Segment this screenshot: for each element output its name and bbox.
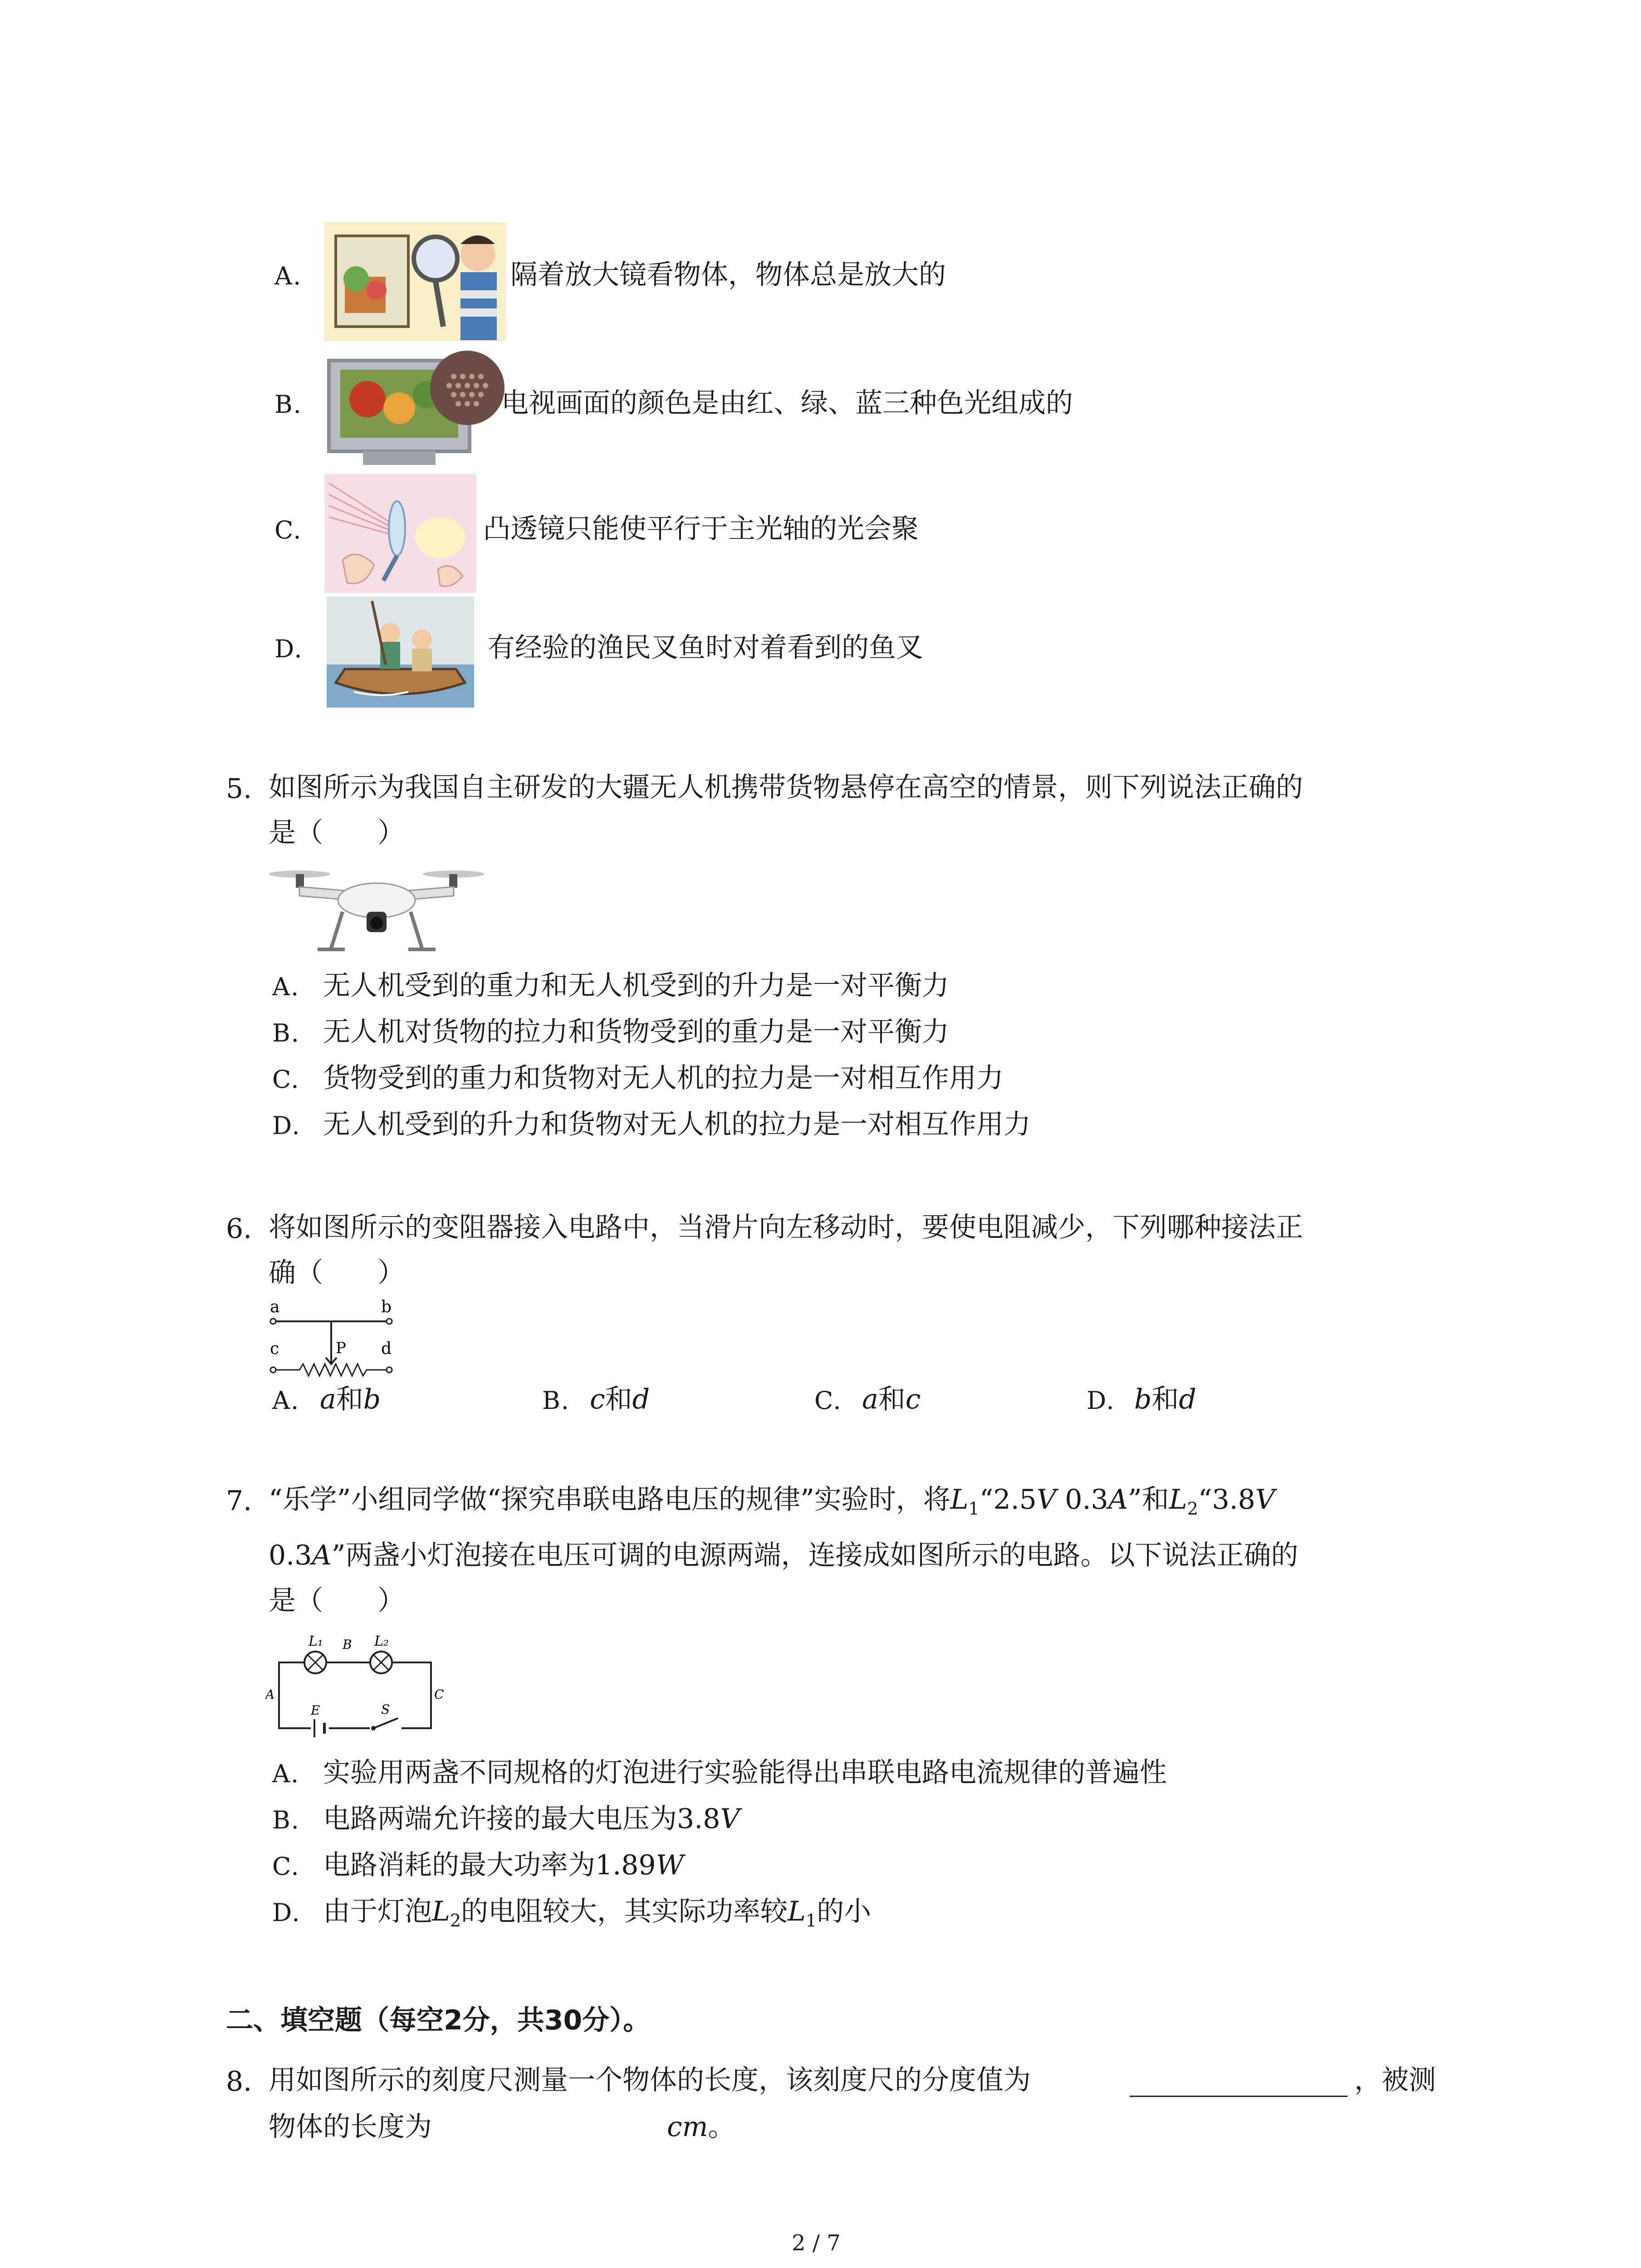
option-var: c: [590, 1383, 605, 1415]
slider-label-p: P: [336, 1339, 346, 1357]
drone-picture: [268, 864, 485, 959]
option-label: D.: [272, 1111, 301, 1140]
page-number: 2 / 7: [792, 2230, 841, 2256]
question-number: 7.: [226, 1485, 252, 1517]
option-and: 和: [878, 1383, 906, 1415]
question-stem-line2: 0.3A”两盏小灯泡接在电压可调的电源两端，连接成如图所示的电路。以下说法正确的: [269, 1540, 1298, 1571]
section-heading: 二、填空题（每空2分，共30分）。: [226, 2004, 651, 2036]
option-and: 和: [1151, 1383, 1179, 1415]
option-text: 无人机受到的重力和无人机受到的升力是一对平衡力: [323, 970, 949, 1002]
circuit-label-b: B: [343, 1637, 352, 1652]
option-label: C.: [272, 1852, 300, 1881]
terminal-label-c: c: [270, 1339, 279, 1358]
option-text: 实验用两盏不同规格的灯泡进行实验能得出串联电路电流规律的普遍性: [323, 1757, 1167, 1789]
answer-blank-length[interactable]: [454, 2114, 658, 2146]
option-label: B.: [272, 1019, 300, 1047]
question-number: 8.: [226, 2066, 252, 2097]
question-stem: 将如图所示的变阻器接入电路中，当滑片向左移动时，要使电阻减少，下列哪种接法正: [269, 1212, 1303, 1243]
option-label: A.: [272, 1386, 300, 1415]
option-label: A.: [272, 973, 300, 1001]
option-text: 货物受到的重力和货物对无人机的拉力是一对相互作用力: [323, 1062, 1004, 1094]
terminal-label-a: a: [270, 1298, 280, 1316]
option-var: d: [632, 1383, 650, 1415]
magnifier-picture: [324, 222, 506, 341]
option-label: C.: [272, 1065, 300, 1094]
option-label: D.: [272, 1898, 301, 1927]
answer-blank-division[interactable]: [1130, 2096, 1347, 2097]
lens-picture: [324, 474, 476, 593]
fishing-picture: [327, 596, 474, 708]
option-text: 隔着放大镜看物体，物体总是放大的: [510, 259, 946, 291]
question-stem-end: 是（ ）: [269, 1585, 405, 1617]
option-text: 由于灯泡$L_2$的电阻较大，其实际功率较$L_1$的小: [323, 1896, 872, 1931]
circuit-label-s: S: [381, 1702, 390, 1717]
option-text: 凸透镜只能使平行于主光轴的光会聚: [483, 513, 919, 545]
option-label: A.: [274, 262, 302, 290]
series-circuit-diagram: [265, 1628, 445, 1744]
option-text: 电视画面的颜色是由红、绿、蓝三种色光组成的: [501, 387, 1073, 419]
option-label: D.: [274, 635, 303, 663]
circuit-label-a: A: [265, 1687, 275, 1702]
option-label: D.: [1087, 1386, 1115, 1415]
option-text: 电路两端允许接的最大电压为3.8V: [323, 1803, 740, 1835]
circuit-label-l2: L₂: [374, 1633, 389, 1649]
option-and: 和: [336, 1383, 363, 1415]
circuit-label-l1: L₁: [309, 1633, 323, 1649]
question-stem-end: 是（ ）: [269, 817, 405, 849]
terminal-label-d: d: [381, 1339, 392, 1358]
option-text: 有经验的渔民叉鱼时对着看到的鱼叉: [488, 632, 923, 664]
question-stem-end: 确（ ）: [269, 1257, 405, 1289]
question-stem-cont: ，被测: [1354, 2064, 1436, 2096]
option-var: a: [320, 1383, 336, 1415]
question-stem-line1: “乐学”小组同学做“探究串联电路电压的规律”实验时，将$L_1“2.5V$ 0.3A”和$L_2“3.8V$: [269, 1484, 1275, 1519]
unit-text: cm。: [667, 2111, 735, 2143]
option-text: 无人机受到的升力和货物对无人机的拉力是一对相互作用力: [323, 1109, 1031, 1140]
circuit-label-c: C: [434, 1687, 444, 1702]
option-and: 和: [605, 1383, 632, 1415]
option-label: B.: [274, 390, 302, 419]
option-label: C.: [814, 1386, 842, 1415]
option-var: a: [862, 1383, 878, 1415]
option-var: c: [905, 1383, 921, 1415]
rheostat-diagram: [268, 1295, 399, 1381]
option-var: b: [363, 1383, 381, 1415]
option-var: b: [1134, 1383, 1152, 1415]
question-number: 5.: [226, 773, 252, 805]
option-text: 电路消耗的最大功率为1.89W: [323, 1849, 684, 1881]
option-label: C.: [274, 516, 302, 544]
circuit-label-e: E: [311, 1703, 320, 1718]
option-label: A.: [272, 1760, 300, 1788]
option-label: B.: [272, 1806, 300, 1834]
question-stem-line2: 物体的长度为: [269, 2111, 432, 2143]
question-number: 6.: [226, 1213, 252, 1245]
question-stem: 如图所示为我国自主研发的大疆无人机携带货物悬停在高空的情景，则下列说法正确的: [269, 772, 1303, 803]
terminal-label-b: b: [381, 1298, 392, 1316]
option-text: 无人机对货物的拉力和货物受到的重力是一对平衡力: [323, 1016, 949, 1048]
option-var: d: [1179, 1383, 1196, 1415]
tv-picture: [327, 349, 508, 469]
option-label: B.: [542, 1386, 570, 1415]
question-stem: 用如图所示的刻度尺测量一个物体的长度，该刻度尺的分度值为: [269, 2064, 1031, 2096]
